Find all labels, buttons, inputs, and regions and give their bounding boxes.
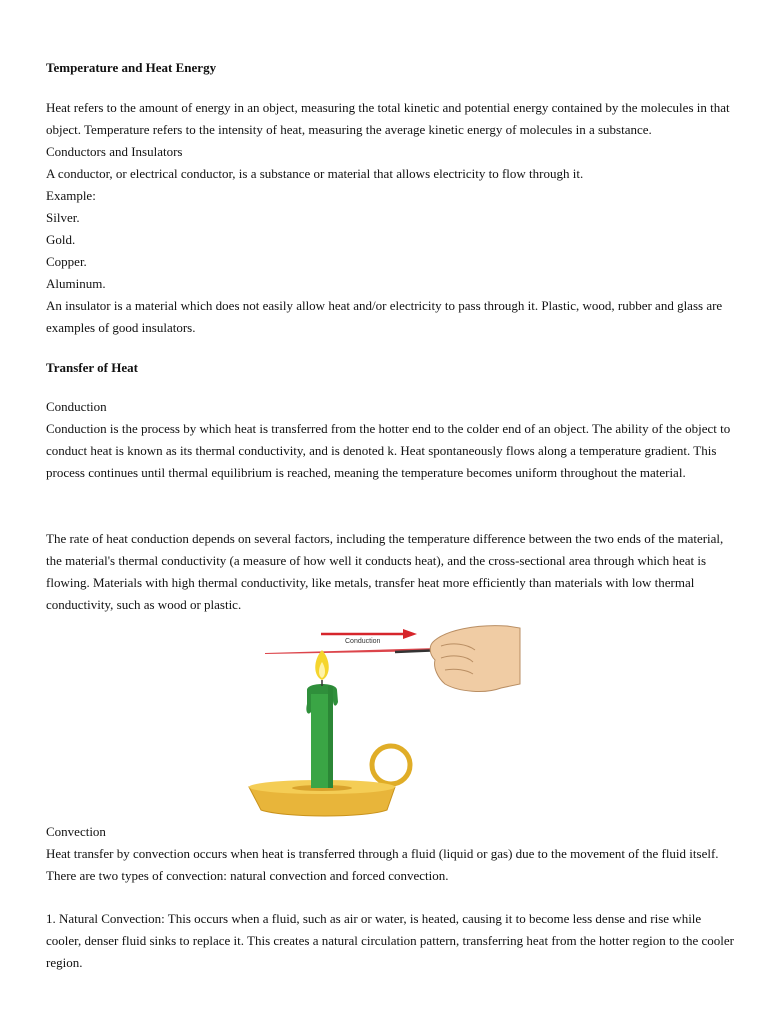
conductors-insulators-subheading: Conductors and Insulators [46,144,183,159]
conduction-paragraph-1: Conduction is the process by which heat is transferred from the hotter end to the colder end of an object. The ability of the object to conduct heat is known as its thermal conductivity, and is denoted k. Heat spontaneously flows along a temperature gradient. This process continues until thermal equilibrium is reached, meaning the temperature becomes uniform throughout the material. [46,421,731,480]
convection-paragraph-1: Heat transfer by convection occurs when heat is transferred through a fluid (liquid or gas) due to the movement of the fluid itself. There are two types of convection: natural convection and forced convection. [46,846,719,883]
conductor-definition: A conductor, or electrical conductor, is a substance or material that allows electricity to flow through it. [46,166,584,181]
document-title: Temperature and Heat Energy [46,60,217,75]
example-item-silver: Silver. [46,210,80,225]
section-heading-transfer: Transfer of Heat [46,360,138,375]
hand-icon [430,626,520,692]
example-label: Example: [46,188,96,203]
conduction-paragraph-2: The rate of heat conduction depends on several factors, including the temperature difference between the two ends of the material, the material's thermal conductivity (a measure of how well it conducts heat), and the cross-sectional area through which heat is flowing. Materials with high thermal conductivity, like metals, transfer heat more efficiently than materials with low thermal conductivity, such as wood or plastic. [46,531,724,612]
flame-icon [315,650,329,686]
natural-convection-paragraph: 1. Natural Convection: This occurs when a fluid, such as air or water, is heated, causing it to become less dense and rise while cooler, denser fluid sinks to replace it. This creates a natural circulation pattern, transferring heat from the hotter region to the cooler region. [46,911,734,970]
insulator-definition: An insulator is a material which does not easily allow heat and/or electricity to pass through it. Plastic, wood, rubber and glass are examples of good insulators. [46,298,723,335]
conduction-illustration [245,622,525,820]
subheading-convection: Convection [46,824,106,839]
intro-paragraph: Heat refers to the amount of energy in an object, measuring the total kinetic and potential energy contained by the molecules in that object. Temperature refers to the intensity of heat, measuring the average kinetic energy of molecules in a substance. [46,100,730,137]
conduction-arrow-label: Conduction [345,638,381,645]
subheading-conduction: Conduction [46,399,107,414]
example-item-gold: Gold. [46,232,76,247]
example-item-copper: Copper. [46,254,87,269]
candle-icon [306,684,338,788]
example-item-aluminum: Aluminum. [46,276,106,291]
